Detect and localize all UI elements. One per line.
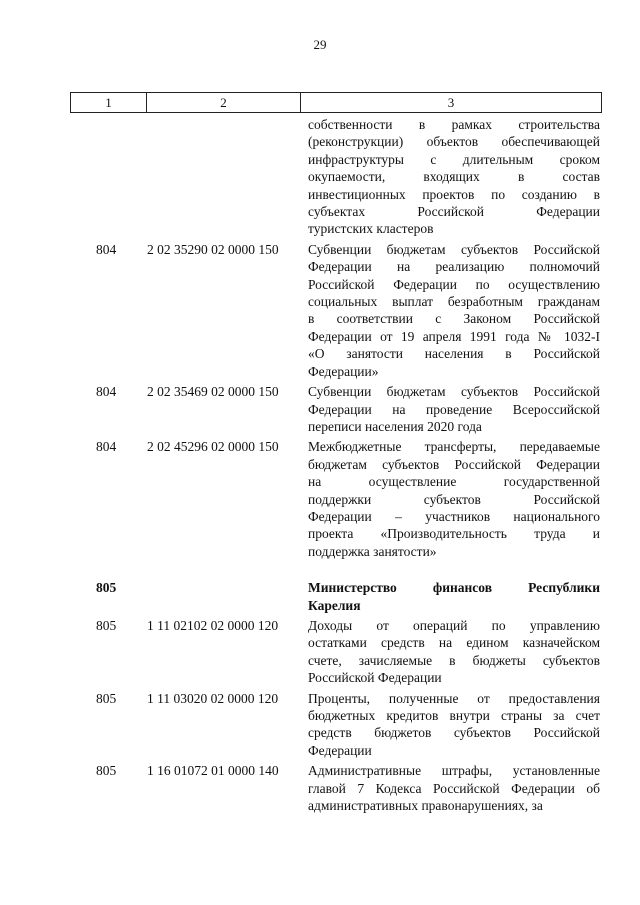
description-line: инвестиционных проектов по созданию в <box>308 186 600 202</box>
revenue-code: 2 02 35290 02 0000 150 <box>147 241 279 257</box>
revenue-code: 1 16 01072 01 0000 140 <box>147 763 279 779</box>
admin-code: 805 <box>96 763 117 779</box>
table-row <box>0 762 640 814</box>
description-line: Карелия <box>308 597 361 613</box>
description-line: туристских кластеров <box>308 221 434 237</box>
description-line: бюджетных кредитов внутри страны за счет <box>308 708 600 723</box>
description-line: «О занятости населения в Российской <box>308 346 600 362</box>
description-line: собственности в рамках строительства <box>308 117 600 132</box>
revenue-code: 1 11 03020 02 0000 120 <box>147 690 279 706</box>
admin-code: 805 <box>96 690 117 706</box>
description-line: Федерации <box>308 742 372 758</box>
description-line: главой 7 Кодекса Российской Федерации об <box>308 780 600 796</box>
table-header <box>70 92 602 113</box>
description-line: Межбюджетные трансферты, передаваемые <box>308 439 600 455</box>
admin-code: 804 <box>96 384 117 400</box>
description-line: Федерации – участников национального <box>308 508 600 524</box>
description-line: переписи населения 2020 года <box>308 418 482 434</box>
description-line: субъектах Российской Федерации <box>308 204 600 220</box>
description-line: Субвенции бюджетам субъектов Российской <box>308 241 600 257</box>
description-line: на осуществление государственной <box>308 474 600 490</box>
description-line: Федерации» <box>308 363 379 379</box>
description-line: остатками средств на едином казначейском <box>308 635 600 651</box>
revenue-description <box>308 690 600 760</box>
description-line: административных правонарушениях, за <box>308 798 543 814</box>
revenue-description <box>308 762 600 814</box>
header-col-2: 2 <box>147 93 301 113</box>
revenue-description <box>308 438 600 560</box>
description-line: поддержки субъектов Российской <box>308 491 600 507</box>
description-line: Федерации от 19 апреля 1991 года № 1032-I <box>308 328 600 344</box>
description-line: Проценты, полученные от предоставления <box>308 690 600 706</box>
description-line: средств бюджетов субъектов Российской <box>308 725 600 741</box>
description-line: Российской Федерации <box>308 670 442 686</box>
description-line: бюджетам субъектов Российской Федерации <box>308 456 600 472</box>
revenue-description <box>308 383 600 435</box>
admin-code: 805 <box>96 617 117 633</box>
admin-code: 804 <box>96 241 117 257</box>
table-body <box>0 116 640 817</box>
revenue-description <box>308 579 600 614</box>
description-line: в соответствии с Законом Российской <box>308 311 600 327</box>
admin-code: 805 <box>96 580 117 596</box>
description-line: Федерации на проведение Всероссийской <box>308 401 600 417</box>
description-line: поддержка занятости» <box>308 543 437 559</box>
description-line: (реконструкции) объектов обеспечивающей <box>308 134 600 150</box>
table-row <box>0 383 640 435</box>
description-line: Министерство финансов Республики <box>308 580 600 596</box>
description-line: Административные штрафы, установленные <box>308 763 600 779</box>
description-line: социальных выплат безработным гражданам <box>308 294 600 310</box>
description-line: счете, зачисляемые в бюджеты субъектов <box>308 652 600 668</box>
description-line: Доходы от операций по управлению <box>308 617 600 633</box>
description-line: Федерации на реализацию полномочий <box>308 259 600 275</box>
revenue-description <box>308 116 600 238</box>
description-line: проекта «Производительность труда и <box>308 526 600 542</box>
description-line: Российской Федерации по осуществлению <box>308 276 600 292</box>
table-row <box>0 617 640 687</box>
admin-code: 804 <box>96 439 117 455</box>
table-row <box>0 579 640 614</box>
table-row <box>0 241 640 380</box>
header-col-3: 3 <box>301 93 602 113</box>
table-row <box>0 116 640 238</box>
table-row <box>0 438 640 560</box>
description-line: инфраструктуры с длительным сроком <box>308 151 600 167</box>
page-number: 29 <box>313 37 327 52</box>
revenue-code: 2 02 45296 02 0000 150 <box>147 439 279 455</box>
revenue-code: 1 11 02102 02 0000 120 <box>147 617 279 633</box>
revenue-description <box>308 617 600 687</box>
revenue-description <box>308 241 600 380</box>
table-row <box>0 690 640 760</box>
description-line: окупаемости, входящих в состав <box>308 169 600 185</box>
header-col-1: 1 <box>71 93 147 113</box>
revenue-code: 2 02 35469 02 0000 150 <box>147 384 279 400</box>
description-line: Субвенции бюджетам субъектов Российской <box>308 384 600 400</box>
